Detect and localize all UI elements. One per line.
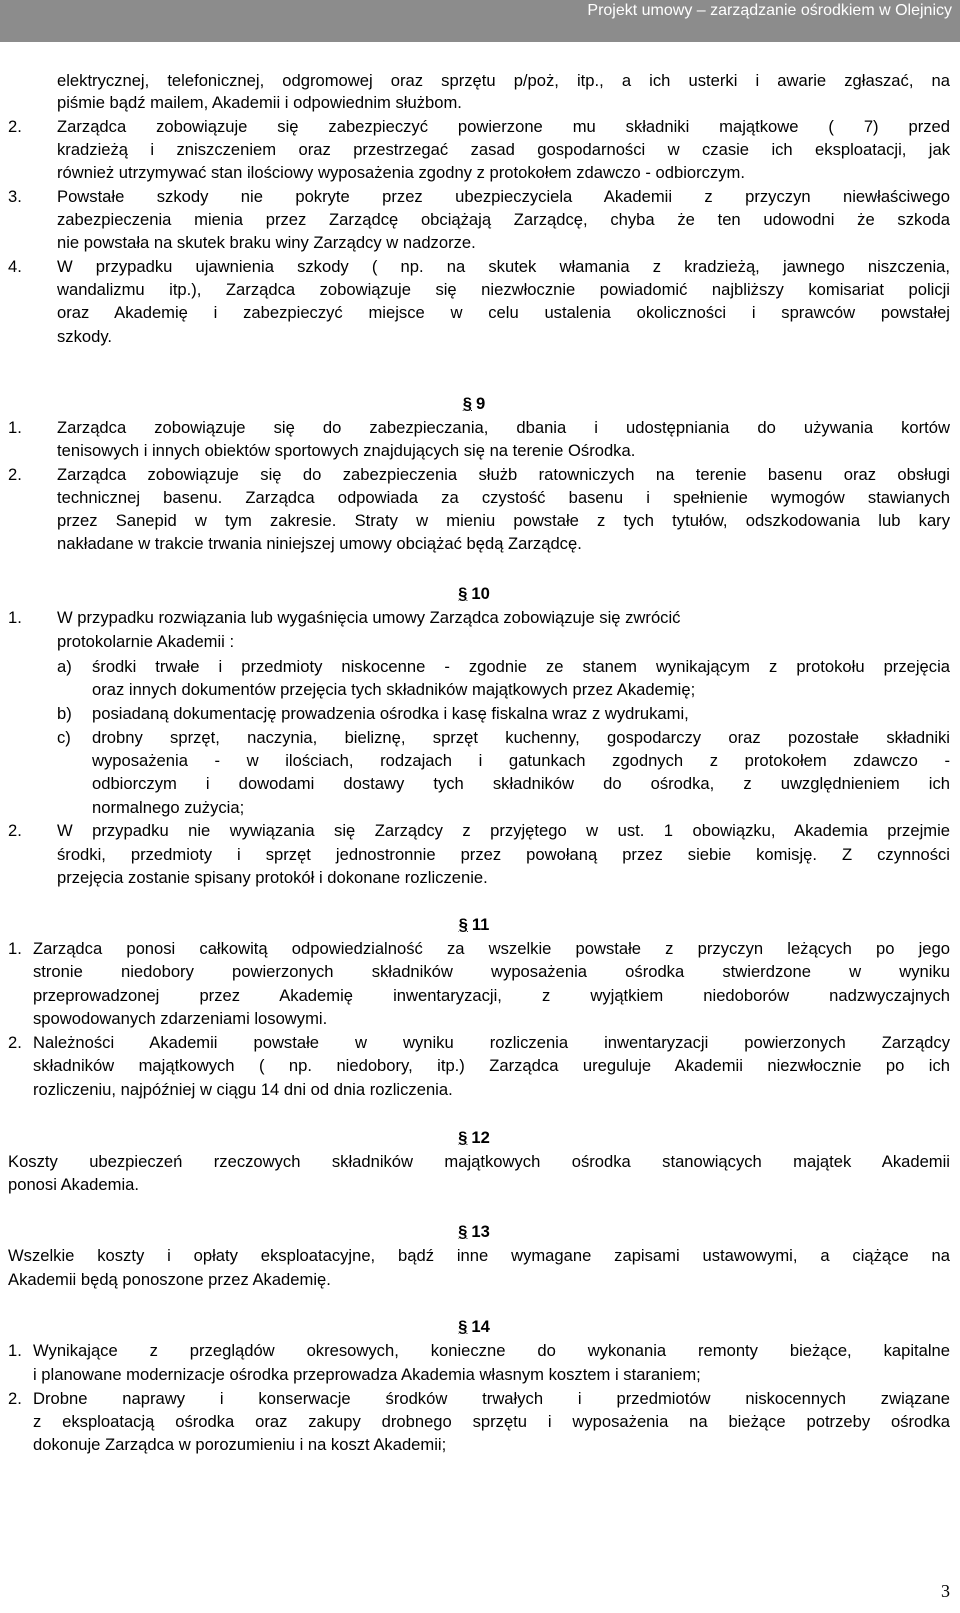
paragraph-line: W przypadku nie wywiązania się Zarządcy z przyjętego w ust. 1 obowiązku, Akademia przejmie	[57, 821, 950, 840]
paragraph-line: normalnego zużycia;	[92, 798, 245, 817]
paragraph-line: piśmie bądź mailem, Akademii i odpowiednim służbom.	[57, 93, 462, 112]
section-sign: §	[458, 1222, 468, 1241]
paragraph-line: W przypadku rozwiązania lub wygaśnięcia umowy Zarządca zobowiązuje się zwrócić	[57, 608, 681, 627]
paragraph-line: oraz innych dokumentów przejęcia tych składników majątkowych przez Akademię;	[92, 680, 696, 699]
paragraph-line: oraz Akademię i zabezpieczyć miejsce w celu ustalenia okoliczności i sprawców powstałej	[57, 303, 950, 322]
paragraph-line: drobny sprzęt, naczynia, bieliznę, sprzęt kuchenny, gospodarczy oraz pozostałe składniki	[92, 728, 950, 747]
paragraph-line: Zarządca ponosi całkowitą odpowiedzialność za wszelkie powstałe z przyczyn leżących po jego	[33, 939, 950, 958]
paragraph-line: z eksploatacją ośrodka oraz zakupy drobnego sprzętu i wyposażenia na bieżące potrzeby ośrodka	[33, 1412, 950, 1431]
list-number: 1.	[8, 608, 22, 627]
list-number: 2.	[8, 1389, 22, 1408]
section-sign: §	[458, 1317, 468, 1336]
section-heading	[444, 1128, 504, 1148]
list-number: 1.	[8, 418, 22, 437]
paragraph-line: technicznej basenu. Zarządca odpowiada za czystość basenu i spełnienie wymogów stawianych	[57, 488, 950, 507]
section-number: 9	[476, 394, 486, 413]
paragraph-line: dokonuje Zarządca w porozumieniu i na koszt Akademii;	[33, 1435, 447, 1454]
paragraph-line: Drobne naprawy i konserwacje środków trwałych i przedmiotów niskocennych związane	[33, 1389, 950, 1408]
paragraph-line: kradzieżą i zniszczeniem oraz przestrzegać zasad gospodarności w czasie ich eksploatacji, jak	[57, 140, 950, 159]
paragraph-line: W przypadku ujawnienia szkody ( np. na skutek włamania z kradzieżą, jawnego niszczenia,	[57, 257, 950, 276]
section-heading	[444, 1222, 504, 1242]
header-bar	[0, 0, 960, 42]
section-sign: §	[458, 915, 468, 934]
list-number: 2.	[8, 1033, 22, 1052]
section-sign: §	[462, 394, 472, 413]
paragraph-line: wandalizmu itp.), Zarządca zobowiązuje się niezwłocznie powiadomić najbliższy komisariat policji	[57, 280, 950, 299]
paragraph-line: protokolarnie Akademii :	[57, 632, 235, 651]
paragraph-line: Akademii będą ponoszone przez Akademię.	[8, 1270, 331, 1289]
paragraph-line: nakładane w trakcie trwania niniejszej umowy obciążać będą Zarządcę.	[57, 534, 582, 553]
paragraph-line: ponosi Akademia.	[8, 1175, 139, 1194]
paragraph-line: wyposażenia - w ilościach, rodzajach i gatunkach zgodnych z protokołem zdawczo -	[92, 751, 950, 770]
section-heading	[444, 915, 504, 935]
list-number: 1.	[8, 1341, 22, 1360]
list-number: 2.	[8, 117, 22, 136]
paragraph-line: również utrzymywać stan ilościowy wyposażenia zgodny z protokołem zdawczo - odbiorczym.	[57, 163, 745, 182]
paragraph-line: stronie niedobory powierzonych składników wyposażenia ośrodka stwierdzone w wyniku	[33, 962, 950, 981]
document-title: Projekt umowy – zarządzanie ośrodkiem w Olejnicy	[587, 2, 952, 19]
paragraph-line: spowodowanych zdarzeniami losowymi.	[33, 1009, 328, 1028]
list-number: b)	[57, 704, 72, 723]
paragraph-line: tenisowych i innych obiektów sportowych znajdujących się na terenie Ośrodka.	[57, 441, 636, 460]
section-sign: §	[458, 1128, 468, 1147]
paragraph-line: zabezpieczenia mienia przez Zarządcę obciążają Zarządcę, chyba że ten udowodni że szkoda	[57, 210, 950, 229]
page-number: 3	[941, 1581, 950, 1601]
section-number: 10	[471, 584, 490, 603]
list-number: 2.	[8, 465, 22, 484]
paragraph-line: Należności Akademii powstałe w wyniku rozliczenia inwentaryzacji powierzonych Zarządcy	[33, 1033, 950, 1052]
list-number: 4.	[8, 257, 22, 276]
paragraph-line: przeprowadzonej przez Akademię inwentaryzacji, z wyjątkiem niedoborów nadzwyczajnych	[33, 986, 950, 1005]
paragraph-line: i planowane modernizacje ośrodka przeprowadza Akademia własnym kosztem i staraniem;	[33, 1365, 701, 1384]
paragraph-line: środki trwałe i przedmioty niskocenne - zgodnie ze stanem wynikającym z protokołu przejęcia	[92, 657, 950, 676]
list-number: c)	[57, 728, 71, 747]
paragraph-line: przejęcia zostanie spisany protokół i dokonane rozliczenie.	[57, 868, 488, 887]
paragraph-line: nie powstała na skutek braku winy Zarządcy w nadzorze.	[57, 233, 476, 252]
list-number: 2.	[8, 821, 22, 840]
section-heading	[444, 394, 504, 414]
paragraph-line: Zarządca zobowiązuje się do zabezpieczania, dbania i udostępniania do używania kortów	[57, 418, 950, 437]
paragraph-line: szkody.	[57, 327, 113, 346]
paragraph-line: rozliczeniu, najpóźniej w ciągu 14 dni od dnia rozliczenia.	[33, 1080, 453, 1099]
list-number: 1.	[8, 939, 22, 958]
section-number: 12	[471, 1128, 490, 1147]
section-sign: §	[458, 584, 468, 603]
paragraph-line: przez Sanepid w tym zakresie. Straty w mieniu powstałe z tych tytułów, odszkodowania lub kary	[57, 511, 950, 530]
list-number: 3.	[8, 187, 22, 206]
section-heading	[444, 1317, 504, 1337]
section-number: 14	[471, 1317, 490, 1336]
paragraph-line: Koszty ubezpieczeń rzeczowych składników majątkowych ośrodka stanowiących majątek Akademii	[8, 1152, 950, 1171]
paragraph-line: Zarządca zobowiązuje się zabezpieczyć powierzone mu składniki majątkowe ( 7) przed	[57, 117, 950, 136]
paragraph-line: odbiorczym i dowodami dostawy tych składników do ośrodka, z uwzględnieniem ich	[92, 774, 950, 793]
section-number: 11	[471, 915, 490, 934]
paragraph-line: Wszelkie koszty i opłaty eksploatacyjne, bądź inne wymagane zapisami ustawowymi, a ciążące na	[8, 1246, 950, 1265]
paragraph-line: środki, przedmioty i sprzęt jednostronnie przez powołaną przez siebie komisję. Z czynności	[57, 845, 950, 864]
paragraph-line: posiadaną dokumentację prowadzenia ośrodka i kasę fiskalna wraz z wydrukami,	[92, 704, 689, 723]
section-number: 13	[471, 1222, 490, 1241]
paragraph-line: Powstałe szkody nie pokryte przez ubezpieczyciela Akademii z przyczyn niewłaściwego	[57, 187, 950, 206]
paragraph-line: Zarządca zobowiązuje się do zabezpieczenia służb ratowniczych na terenie basenu oraz obsługi	[57, 465, 950, 484]
list-number: a)	[57, 657, 72, 676]
paragraph-line: składników majątkowych ( np. niedobory, itp.) Zarządca ureguluje Akademii niezwłocznie po ich	[33, 1056, 950, 1075]
paragraph-line: elektrycznej, telefonicznej, odgromowej oraz sprzętu p/poż, itp., a ich usterki i awarie zgłaszać, na	[57, 71, 950, 90]
paragraph-line: Wynikające z przeglądów okresowych, konieczne do wykonania remonty bieżące, kapitalne	[33, 1341, 950, 1360]
section-heading	[444, 584, 504, 604]
